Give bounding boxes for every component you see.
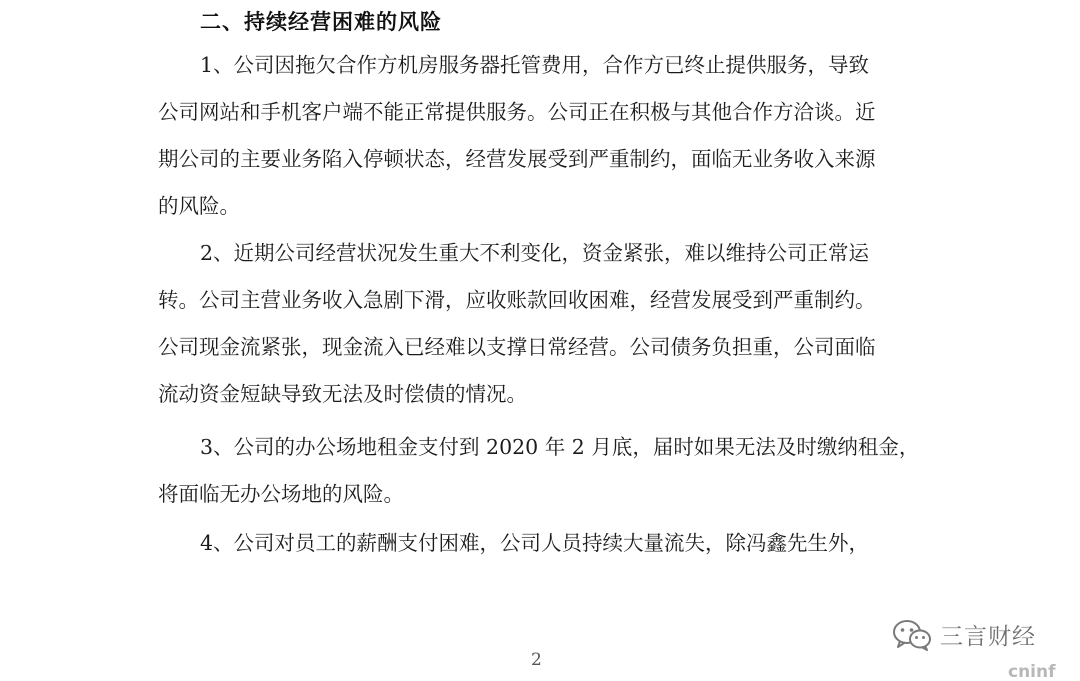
paragraph-4	[158, 520, 920, 567]
wechat-icon	[892, 619, 932, 651]
paragraph-1	[158, 42, 920, 230]
paragraph-line: 将面临无办公场地的风险。	[158, 482, 404, 506]
paragraph-line: 流动资金短缺导致无法及时偿债的情况。	[158, 382, 527, 406]
cninf-logo: cninf	[1008, 662, 1056, 681]
paragraph-3	[158, 424, 920, 518]
page-number: 2	[531, 650, 542, 670]
paragraph-line: 3、公司的办公场地租金支付到 2020 年 2 月底，届时如果无法及时缴纳租金，	[200, 435, 920, 459]
paragraph-line: 4、公司对员工的薪酬支付困难，公司人员持续大量流失，除冯鑫先生外，	[200, 531, 870, 555]
paragraph-line: 1、公司因拖欠合作方机房服务器托管费用，合作方已终止提供服务，导致	[200, 53, 870, 77]
watermark-text: 三言财经	[940, 624, 1036, 650]
section-heading: 二、持续经营困难的风险	[200, 9, 442, 34]
paragraph-line: 转。公司主营业务收入急剧下滑，应收账款回收困难，经营发展受到严重制约。	[158, 288, 876, 312]
paragraph-line: 2、近期公司经营状况发生重大不利变化，资金紧张，难以维持公司正常运	[200, 241, 870, 265]
paragraph-2	[158, 230, 920, 418]
paragraph-line: 的风险。	[158, 194, 240, 218]
paragraph-line: 公司现金流紧张，现金流入已经难以支撑日常经营。公司债务负担重，公司面临	[158, 335, 876, 359]
paragraph-line: 期公司的主要业务陷入停顿状态，经营发展受到严重制约，面临无业务收入来源	[158, 147, 876, 171]
paragraph-line: 公司网站和手机客户端不能正常提供服务。公司正在积极与其他合作方洽谈。近	[158, 100, 876, 124]
watermark	[892, 618, 1036, 651]
